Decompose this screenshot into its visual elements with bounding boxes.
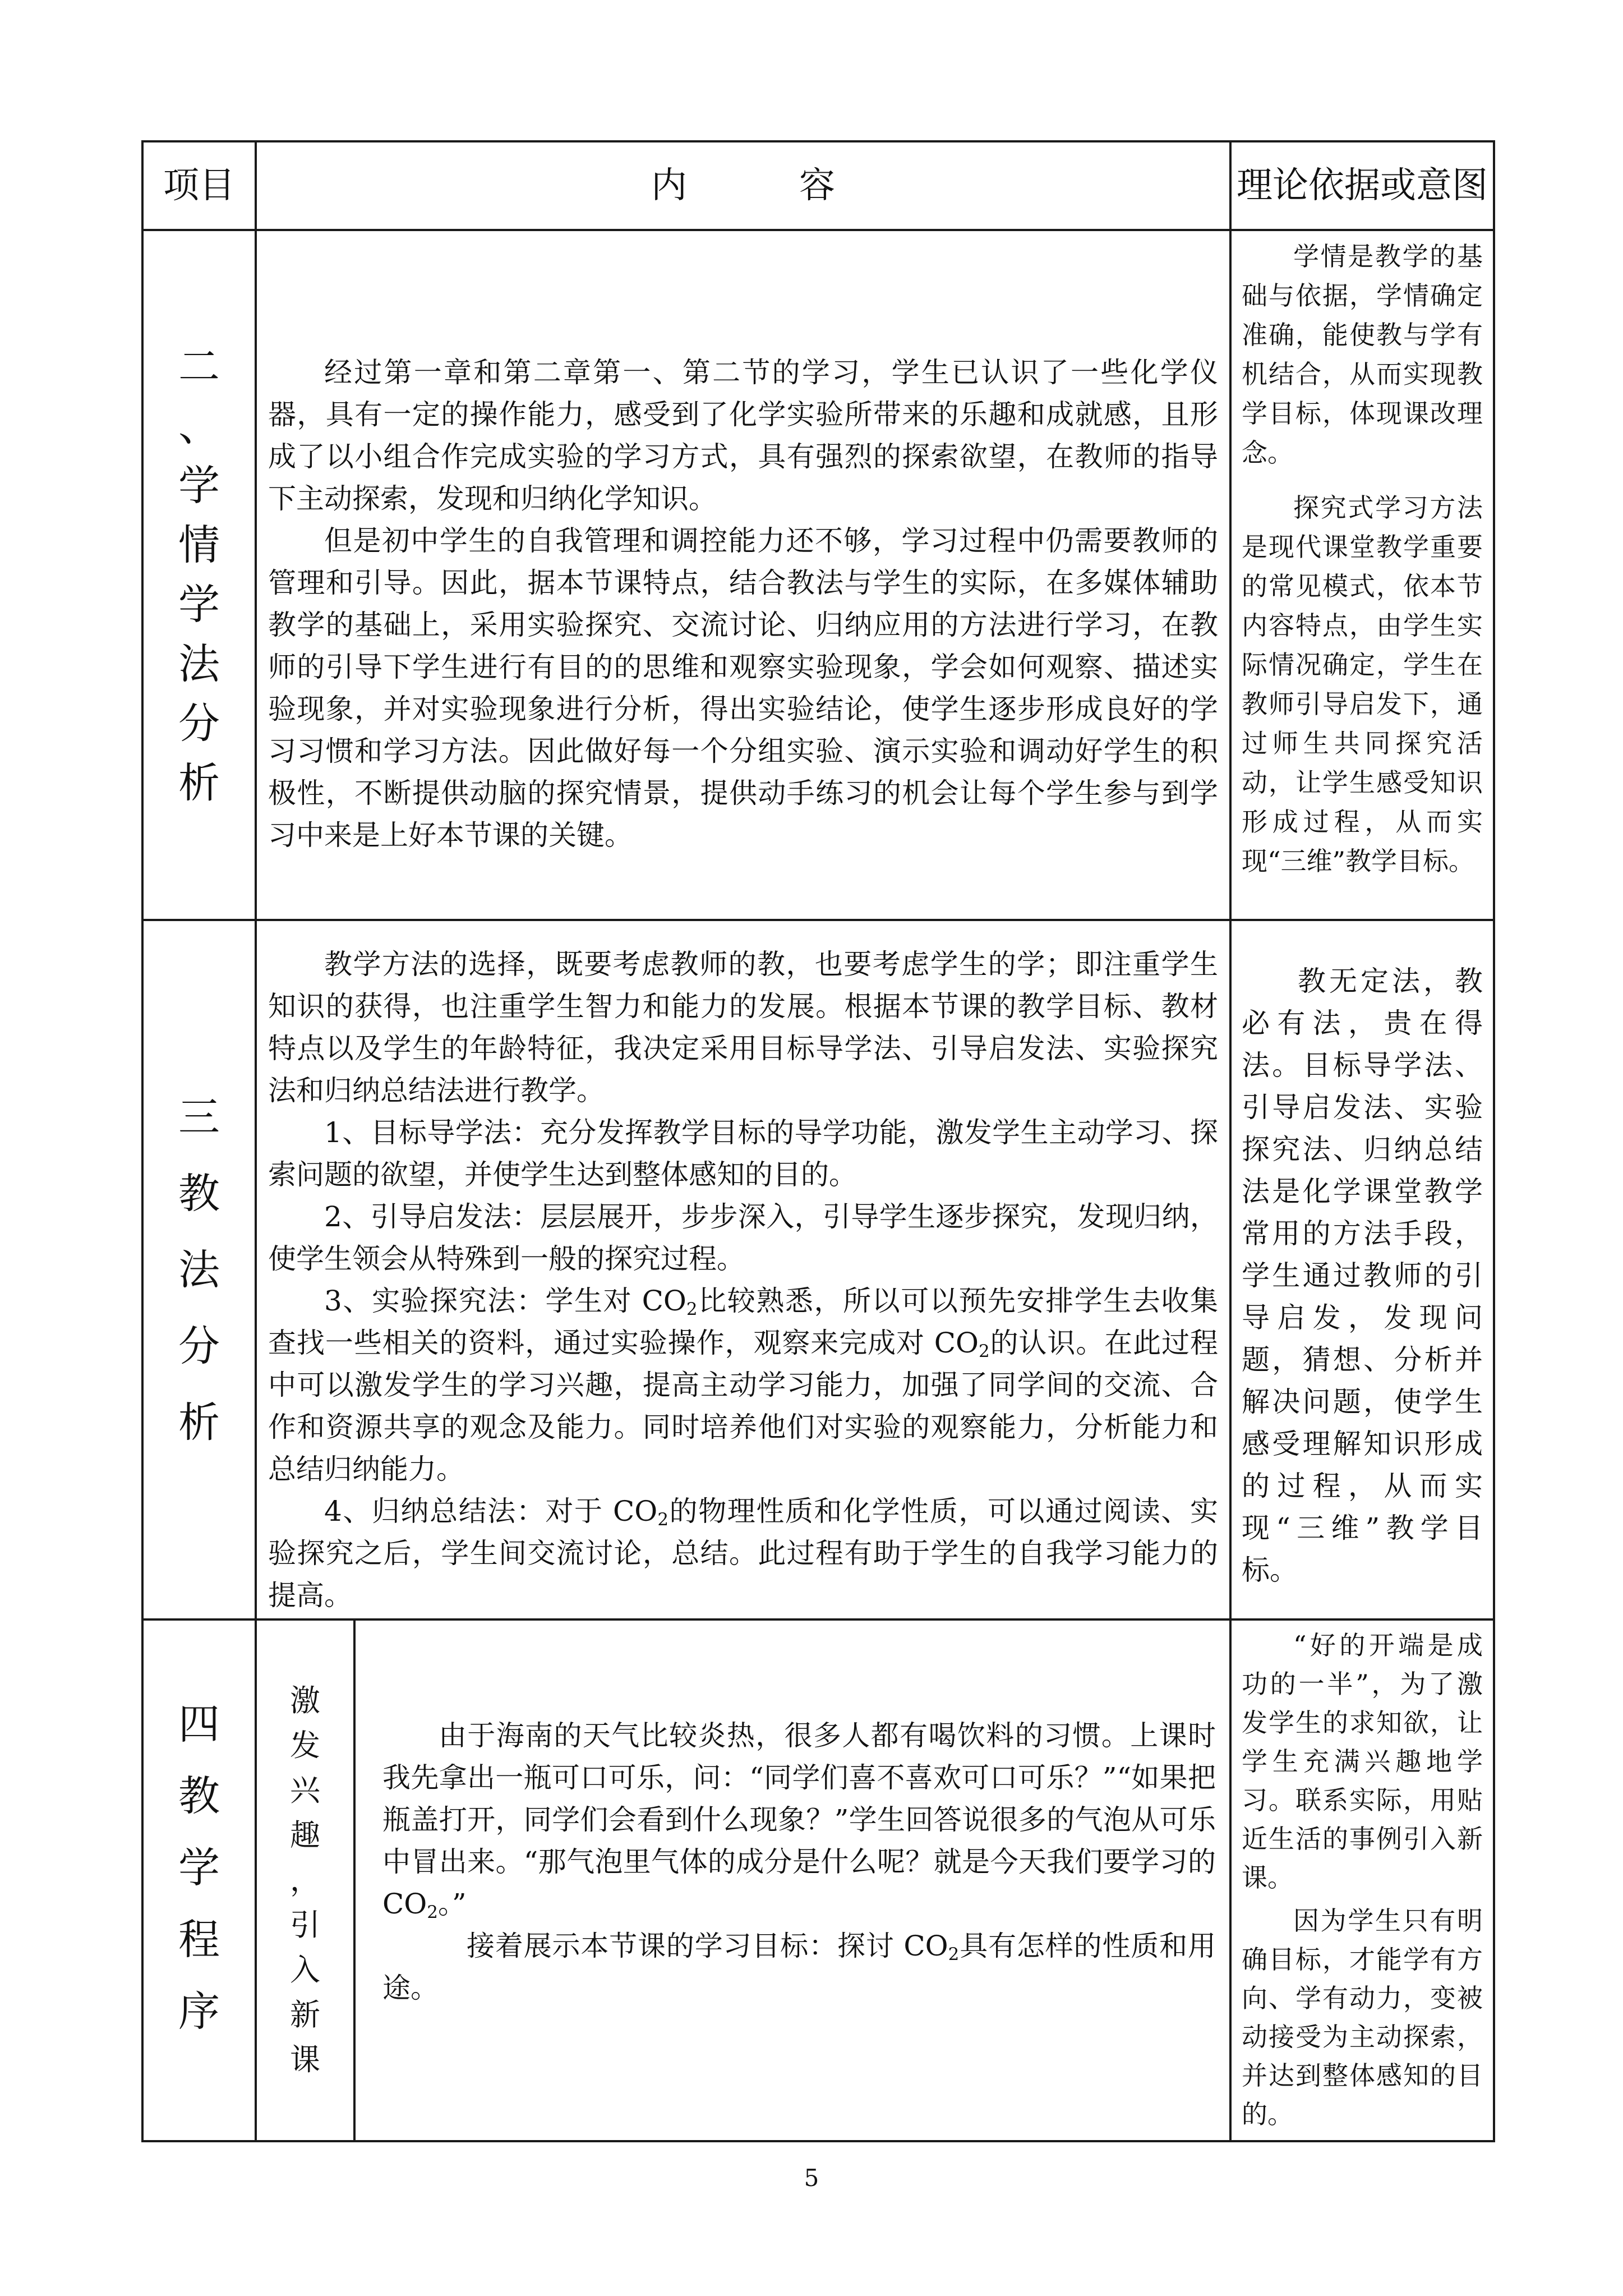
- sub-label-char: 入: [290, 1952, 320, 1987]
- section-4-note-2: 因为学生只有明确目标，才能学有方向、学有动力，变被动接受为主动探索，并达到整体感知的目的。: [1242, 1906, 1483, 2129]
- label-char: 教: [178, 1772, 220, 1820]
- label-char: 析: [178, 759, 220, 807]
- label-char: 析: [178, 1398, 220, 1447]
- subscript: 2: [686, 1299, 698, 1319]
- label-char: 、: [178, 402, 220, 450]
- method-1: 1、目标导学法：充分发挥教学目标的导学功能，激发学生主动学习、探索问题的欲望，并使学生达到整体感知的目的。: [268, 1116, 1218, 1191]
- section-2-row: [142, 230, 1494, 920]
- label-char: 三: [178, 1093, 220, 1142]
- header-item: 项目: [142, 141, 256, 230]
- label-char: 学: [178, 1844, 220, 1892]
- sub-label-char: 引: [290, 1907, 320, 1943]
- section-4-note-1: “好的开端是成功的一半”，为了激发学生的求知欲，让学生充满兴趣地学习。联系实际，用贴近生活的事例引入新课。: [1242, 1630, 1483, 1893]
- section-3-row: [142, 920, 1494, 1619]
- sub-label-char: 兴: [290, 1773, 320, 1808]
- subscript: 2: [657, 1509, 669, 1530]
- header-basis: 理论依据或意图: [1230, 141, 1494, 230]
- method-3-text-b: 比较熟悉，所以可以预先安排学生去收集查找一些相关的资料，通过实验操作，观察来完成对 CO: [268, 1285, 1219, 1359]
- section-4-sub-label: [256, 1619, 354, 2141]
- method-4: [268, 1490, 1218, 1617]
- section-4-label: [142, 1619, 256, 2141]
- label-char: 四: [178, 1700, 220, 1749]
- label-char: 法: [178, 1245, 220, 1294]
- label-char: 学: [178, 462, 220, 510]
- sub-label-char: 激: [290, 1683, 320, 1718]
- label-char: 学: [178, 581, 220, 629]
- label-char: 序: [178, 1987, 220, 2036]
- section-2-note-1: 学情是教学的基础与依据，学情确定准确，能使教与学有机结合，从而实现教学目标，体现课改理念。: [1242, 241, 1483, 468]
- section-4-paragraph-1: [382, 1715, 1216, 1925]
- label-char: 情: [178, 521, 220, 569]
- section-4-text-a: 由于海南的天气比较炎热，很多人都有喝饮料的习惯。上课时我先拿出一瓶可口可乐，问：“同学们喜不喜欢可口可乐？”“如果把瓶盖打开，同学们会看到什么现象？”学生回答说很多的气泡从可乐中冒出来。“那气泡里气体的成分是什么呢？就是今天我们要学习的 CO: [382, 1719, 1216, 1920]
- section-4-text-c: 接着展示本节课的学习目标：探讨 CO: [467, 1930, 948, 1962]
- label-char: 分: [178, 1322, 220, 1370]
- subscript: 2: [948, 1944, 960, 1964]
- method-3: [268, 1280, 1218, 1490]
- sub-label-char: 课: [290, 2042, 320, 2077]
- label-char: 分: [178, 700, 220, 748]
- subscript: 2: [978, 1341, 990, 1361]
- sub-label-char: ，: [290, 1862, 320, 1898]
- method-3-text-c: 的认识。在此过程中可以激发学生的学习兴趣，提高主动学习能力，加强了同学间的交流、合作和资源共享的观念及能力。同时培养他们对实验的观察能力，分析能力和总结归纳能力。: [268, 1327, 1218, 1485]
- section-2-label: [142, 230, 256, 920]
- label-char: 二: [178, 343, 220, 391]
- section-3-intro: 教学方法的选择，既要考虑教师的教，也要考虑学生的学；即注重学生知识的获得，也注重学生智力和能力的发展。根据本节课的教学目标、教材特点以及学生的年龄特征，我决定采用目标导学法、引导启发法、实验探究法和归纳总结法进行教学。: [268, 948, 1218, 1107]
- section-4-text-b: 。”: [437, 1888, 467, 1920]
- section-2-paragraph-1: 经过第一章和第二章第一、第二节的学习，学生已认识了一些化学仪器，具有一定的操作能力，感受到了化学实验所带来的乐趣和成就感，且形成了以小组合作完成实验的学习方式，具有强烈的探索欲望，在教师的指导下主动探索，发现和归纳化学知识。: [268, 356, 1218, 515]
- header-row: [142, 141, 1494, 230]
- method-4-text-b: 的物理性质和化学性质，可以通过阅读、实验探究之后，学生间交流讨论，总结。此过程有助于学生的自我学习能力的提高。: [268, 1495, 1219, 1612]
- label-char: 法: [178, 640, 220, 688]
- section-2-paragraph-2: 但是初中学生的自我管理和调控能力还不够，学习过程中仍需要教师的管理和引导。因此，据本节课特点，结合教法与学生的实际，在多媒体辅助教学的基础上，采用实验探究、交流讨论、归纳应用的方法进行学习，在教师的引导下学生进行有目的的思维和观察实验现象，学会如何观察、描述实验现象，并对实验现象进行分析，得出实验结论，使学生逐步形成良好的学习习惯和学习方法。因此做好每一个分组实验、演示实验和调动好学生的积极性，不断提供动脑的探究情景，提供动手练习的机会让每个学生参与到学习中来是上好本节课的关键。: [268, 524, 1218, 852]
- sub-label-char: 趣: [290, 1818, 320, 1853]
- lesson-plan-table: [141, 140, 1495, 2142]
- label-char: 程: [178, 1916, 220, 1964]
- section-3-label: [142, 920, 256, 1619]
- section-3-note: [1230, 920, 1494, 1619]
- method-4-text-a: 4、归纳总结法：对于 CO: [324, 1495, 658, 1527]
- section-3-note-text: 教无定法，教必有法，贵在得法。目标导学法、引导启发法、实验探究法、归纳总结法是化学课堂教学常用的方法手段，学生通过教师的引导启发，发现问题，猜想、分析并解决问题，使学生感受理解知识形成的过程，从而实现“三维”教学目标。: [1242, 965, 1483, 1586]
- sub-label-char: 发: [290, 1728, 320, 1763]
- section-3-content: [256, 920, 1230, 1619]
- section-2-note-2: 探究式学习方法是现代课堂教学重要的常见模式，依本节内容特点，由学生实际情况确定，学生在教师引导启发下，通过师生共同探究活动，让学生感受知识形成过程，从而实现“三维”教学目标。: [1242, 493, 1483, 876]
- section-4-row: [142, 1619, 1494, 2141]
- section-2-note: [1230, 230, 1494, 920]
- section-4-content: [354, 1619, 1230, 2141]
- page-number: 5: [804, 2164, 819, 2192]
- section-4-paragraph-2: [382, 1925, 1216, 2009]
- header-content: 内容: [256, 141, 1230, 230]
- sub-label-char: 新: [290, 1997, 320, 2032]
- section-4-text-d: 具有怎样的性质和用途。: [382, 1930, 1216, 2004]
- method-2: 2、引导启发法：层层展开，步步深入，引导学生逐步探究，发现归纳，使学生领会从特殊到一般的探究过程。: [268, 1200, 1218, 1275]
- section-4-note: [1230, 1619, 1494, 2141]
- label-char: 教: [178, 1169, 220, 1218]
- method-3-text-a: 3、实验探究法：学生对 CO: [324, 1285, 686, 1317]
- section-2-content: [256, 230, 1230, 920]
- subscript: 2: [427, 1902, 438, 1922]
